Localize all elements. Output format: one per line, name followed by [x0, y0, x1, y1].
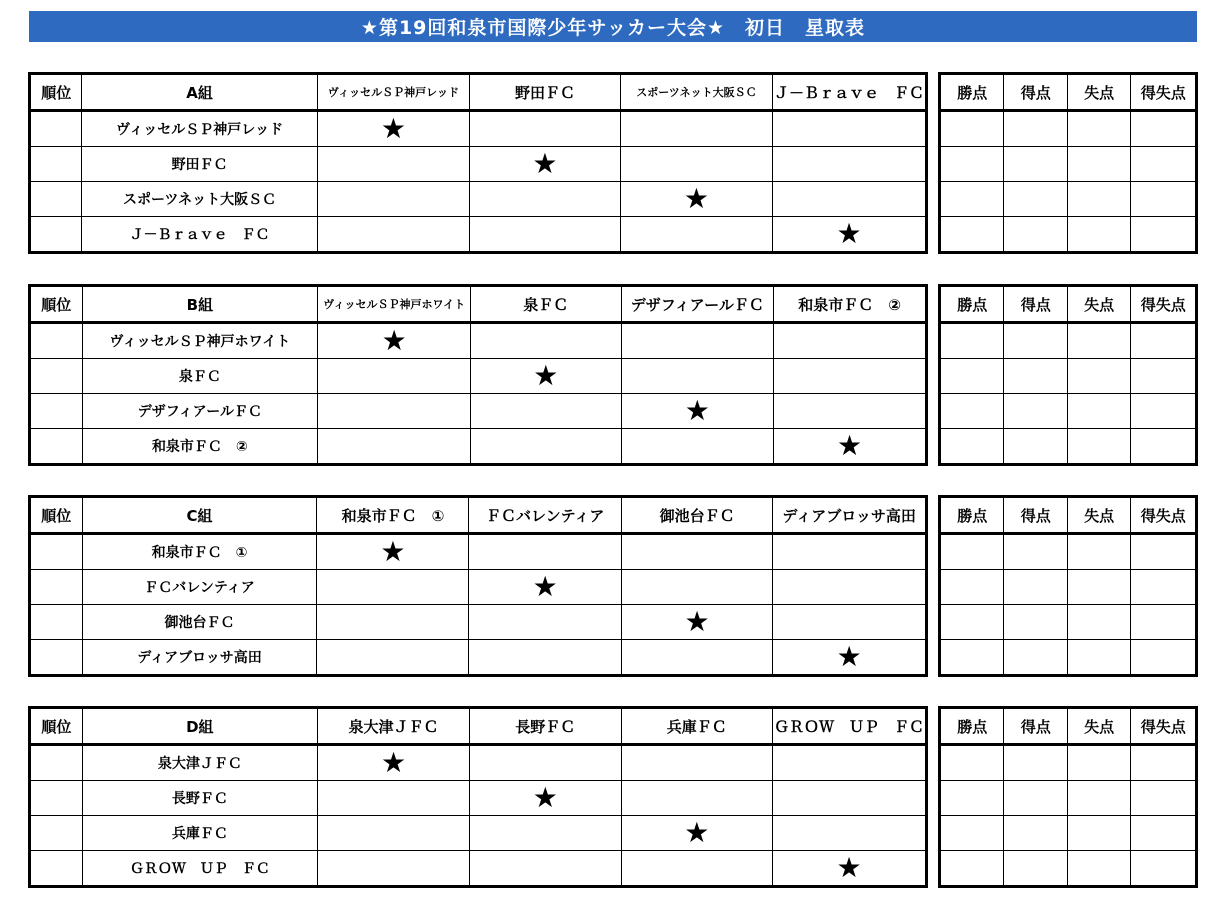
result-cell: [318, 851, 470, 887]
self-match-cell: [773, 217, 927, 253]
stat-cell: [1067, 605, 1130, 640]
group-name: D組: [82, 708, 317, 745]
self-match-cell: [470, 147, 621, 182]
rank-cell: [30, 570, 83, 605]
result-cell: [318, 429, 471, 465]
opponent-header: 泉ＦＣ: [471, 286, 622, 323]
star-icon: ★: [836, 429, 863, 462]
rank-cell: [30, 781, 83, 816]
opponent-header: 和泉市ＦＣ ①: [317, 497, 469, 534]
stat-cell: [1067, 323, 1130, 359]
star-icon: ★: [683, 182, 709, 215]
opponent-header: ヴィッセルＳＰ神戸ホワイト: [318, 286, 471, 323]
stat-cell: [1004, 359, 1067, 394]
points-row: [940, 851, 1197, 887]
team-row: [30, 394, 927, 429]
rank-header: 順位: [30, 497, 83, 534]
result-cell: [621, 570, 773, 605]
result-cell: [772, 745, 926, 781]
header-row: [30, 497, 927, 534]
self-match-cell: [773, 640, 927, 676]
team-name: 泉ＦＣ: [82, 359, 318, 394]
points-row: [940, 534, 1197, 570]
star-icon: ★: [684, 605, 710, 638]
star-icon: ★: [380, 112, 406, 145]
team-row: [30, 429, 927, 465]
team-row: [30, 605, 927, 640]
result-cell: [470, 816, 621, 851]
result-cell: [471, 429, 622, 465]
result-cell: [621, 323, 774, 359]
team-row: [30, 182, 927, 217]
points-row: [940, 182, 1197, 217]
result-cell: [317, 640, 469, 676]
team-name: スポーツネット大阪ＳＣ: [82, 182, 317, 217]
result-cell: [773, 605, 927, 640]
header-row: [30, 286, 927, 323]
opponent-header: 和泉市ＦＣ ②: [774, 286, 927, 323]
points-row: [940, 429, 1197, 465]
team-name: 和泉市ＦＣ ②: [82, 429, 318, 465]
result-cell: [621, 429, 774, 465]
rank-header: 順位: [30, 74, 82, 111]
stat-cell: [1067, 111, 1130, 147]
team-name: 長野ＦＣ: [82, 781, 317, 816]
stat-cell: [1131, 359, 1197, 394]
stat-cell: [1067, 640, 1130, 676]
stat-cell: [1131, 816, 1197, 851]
star-icon: ★: [532, 781, 558, 814]
team-name: 泉大津ＪＦＣ: [82, 745, 317, 781]
team-name: ＧＲＯＷ ＵＰ ＦＣ: [82, 851, 317, 887]
team-row: [30, 217, 927, 253]
stat-cell: [1067, 147, 1130, 182]
self-match-cell: [621, 605, 773, 640]
stat-cell: [940, 640, 1004, 676]
group-c-table: [28, 495, 1198, 677]
result-cell: [317, 147, 469, 182]
result-cell: [772, 816, 926, 851]
stat-cell: [1067, 851, 1130, 887]
stat-cell: [940, 851, 1004, 887]
stat-cell: [1131, 534, 1197, 570]
result-cell: [773, 182, 927, 217]
stat-cell: [1067, 217, 1130, 253]
rank-cell: [30, 605, 83, 640]
stat-cell: [1131, 640, 1197, 676]
stat-cell: [940, 429, 1004, 465]
points-row: [940, 816, 1197, 851]
team-row: [30, 147, 927, 182]
points-grid: [938, 706, 1198, 888]
group-b-table: [28, 284, 1198, 466]
self-match-cell: [471, 359, 622, 394]
rank-cell: [30, 640, 83, 676]
stat-cell: [1131, 394, 1197, 429]
star-icon: ★: [381, 324, 407, 357]
rank-cell: [30, 359, 83, 394]
rank-header: 順位: [30, 286, 83, 323]
result-cell: [772, 781, 926, 816]
standings-grid: [28, 72, 928, 254]
header-row: [940, 74, 1197, 111]
result-cell: [318, 394, 471, 429]
wins-header: 勝点: [940, 286, 1004, 323]
rank-cell: [30, 217, 82, 253]
result-cell: [470, 851, 621, 887]
stat-cell: [940, 147, 1004, 182]
standings-grid: [28, 284, 928, 466]
result-cell: [774, 394, 927, 429]
result-cell: [470, 182, 621, 217]
header-row: [940, 708, 1197, 745]
team-name: 野田ＦＣ: [82, 147, 317, 182]
team-row: [30, 781, 927, 816]
rank-cell: [30, 394, 83, 429]
points-row: [940, 745, 1197, 781]
points-row: [940, 323, 1197, 359]
goals-against-header: 失点: [1067, 74, 1130, 111]
stat-cell: [1131, 781, 1197, 816]
goal-diff-header: 得失点: [1131, 497, 1197, 534]
result-cell: [773, 111, 927, 147]
self-match-cell: [317, 534, 469, 570]
goal-diff-header: 得失点: [1131, 708, 1197, 745]
result-cell: [774, 359, 927, 394]
team-row: [30, 359, 927, 394]
stat-cell: [1131, 147, 1197, 182]
opponent-header: ＧＲＯＷ ＵＰ ＦＣ: [772, 708, 926, 745]
team-name: ディアブロッサ高田: [82, 640, 317, 676]
team-row: [30, 323, 927, 359]
points-grid: [938, 284, 1198, 466]
stat-cell: [1004, 217, 1067, 253]
stat-cell: [1004, 781, 1067, 816]
stat-cell: [940, 781, 1004, 816]
self-match-cell: [772, 851, 926, 887]
stat-cell: [1067, 781, 1130, 816]
result-cell: [317, 570, 469, 605]
star-icon: ★: [533, 359, 559, 392]
goals-for-header: 得点: [1004, 286, 1067, 323]
rank-cell: [30, 111, 82, 147]
stat-cell: [1004, 394, 1067, 429]
points-grid: [938, 72, 1198, 254]
self-match-cell: [621, 394, 774, 429]
stat-cell: [1067, 182, 1130, 217]
stat-cell: [940, 111, 1004, 147]
goals-against-header: 失点: [1067, 708, 1130, 745]
standings-grid: [28, 495, 928, 677]
goals-against-header: 失点: [1067, 286, 1130, 323]
result-cell: [469, 605, 621, 640]
result-cell: [773, 570, 927, 605]
result-cell: [318, 816, 470, 851]
wins-header: 勝点: [940, 497, 1004, 534]
stat-cell: [1004, 640, 1067, 676]
stat-cell: [1131, 182, 1197, 217]
group-name: B組: [82, 286, 318, 323]
stat-cell: [940, 816, 1004, 851]
goal-diff-header: 得失点: [1131, 74, 1197, 111]
result-cell: [317, 182, 469, 217]
wins-header: 勝点: [940, 708, 1004, 745]
stat-cell: [940, 182, 1004, 217]
team-row: [30, 640, 927, 676]
team-row: [30, 570, 927, 605]
star-icon: ★: [836, 217, 862, 250]
goals-against-header: 失点: [1067, 497, 1130, 534]
header-row: [30, 74, 927, 111]
stat-cell: [940, 534, 1004, 570]
page-title: ★第19回和泉市国際少年サッカー大会★ 初日 星取表: [29, 11, 1197, 42]
team-row: [30, 851, 927, 887]
team-row: [30, 745, 927, 781]
team-name: 和泉市ＦＣ ①: [82, 534, 317, 570]
opponent-header: ヴィッセルＳＰ神戸レッド: [317, 74, 469, 111]
team-name: Ｊ－Ｂｒａｖｅ ＦＣ: [82, 217, 317, 253]
opponent-header: 兵庫ＦＣ: [621, 708, 772, 745]
stat-cell: [940, 570, 1004, 605]
self-match-cell: [470, 781, 621, 816]
opponent-header: ディアブロッサ高田: [773, 497, 927, 534]
wins-header: 勝点: [940, 74, 1004, 111]
result-cell: [773, 147, 927, 182]
stat-cell: [1131, 605, 1197, 640]
points-grid: [938, 495, 1198, 677]
self-match-cell: [620, 182, 772, 217]
stat-cell: [1004, 111, 1067, 147]
rank-cell: [30, 534, 83, 570]
stat-cell: [1004, 182, 1067, 217]
stat-cell: [1004, 534, 1067, 570]
star-icon: ★: [684, 394, 710, 427]
self-match-cell: [774, 429, 927, 465]
stat-cell: [1067, 570, 1130, 605]
stat-cell: [1131, 851, 1197, 887]
self-match-cell: [318, 323, 471, 359]
stat-cell: [1067, 394, 1130, 429]
star-icon: ★: [836, 851, 862, 884]
goals-for-header: 得点: [1004, 497, 1067, 534]
stat-cell: [1131, 217, 1197, 253]
stat-cell: [1131, 570, 1197, 605]
goals-for-header: 得点: [1004, 708, 1067, 745]
opponent-header: 御池台ＦＣ: [621, 497, 773, 534]
header-row: [940, 286, 1197, 323]
team-name: 御池台ＦＣ: [82, 605, 317, 640]
result-cell: [774, 323, 927, 359]
standings-grid: [28, 706, 928, 888]
star-icon: ★: [684, 816, 710, 849]
result-cell: [470, 745, 621, 781]
stat-cell: [940, 605, 1004, 640]
stat-cell: [1131, 745, 1197, 781]
points-row: [940, 781, 1197, 816]
result-cell: [469, 534, 621, 570]
stat-cell: [1067, 429, 1130, 465]
stat-cell: [1131, 323, 1197, 359]
star-icon: ★: [532, 570, 558, 603]
points-row: [940, 394, 1197, 429]
stat-cell: [1067, 745, 1130, 781]
team-name: ヴィッセルＳＰ神戸レッド: [82, 111, 317, 147]
self-match-cell: [469, 570, 621, 605]
group-d-table: [28, 706, 1198, 888]
star-icon: ★: [380, 535, 406, 568]
star-icon: ★: [836, 640, 862, 673]
result-cell: [621, 851, 772, 887]
rank-cell: [30, 429, 83, 465]
result-cell: [318, 359, 471, 394]
stat-cell: [940, 394, 1004, 429]
opponent-header: 泉大津ＪＦＣ: [318, 708, 470, 745]
stat-cell: [940, 745, 1004, 781]
stat-cell: [1131, 429, 1197, 465]
opponent-header: Ｊ－Ｂｒａｖｅ ＦＣ: [773, 74, 927, 111]
group-name: C組: [82, 497, 317, 534]
goal-diff-header: 得失点: [1131, 286, 1197, 323]
opponent-header: 長野ＦＣ: [470, 708, 621, 745]
result-cell: [620, 111, 772, 147]
rank-cell: [30, 745, 83, 781]
stat-cell: [1004, 147, 1067, 182]
self-match-cell: [317, 111, 469, 147]
rank-header: 順位: [30, 708, 83, 745]
result-cell: [620, 147, 772, 182]
stat-cell: [940, 359, 1004, 394]
team-row: [30, 816, 927, 851]
result-cell: [621, 745, 772, 781]
stat-cell: [1004, 570, 1067, 605]
points-row: [940, 570, 1197, 605]
group-name: A組: [82, 74, 317, 111]
stat-cell: [1067, 816, 1130, 851]
result-cell: [621, 781, 772, 816]
points-row: [940, 640, 1197, 676]
result-cell: [318, 781, 470, 816]
team-name: ＦＣバレンティア: [82, 570, 317, 605]
result-cell: [620, 217, 772, 253]
result-cell: [317, 605, 469, 640]
rank-cell: [30, 816, 83, 851]
points-row: [940, 359, 1197, 394]
team-name: デザフィアールＦＣ: [82, 394, 318, 429]
rank-cell: [30, 147, 82, 182]
rank-cell: [30, 323, 83, 359]
group-a-table: [28, 72, 1198, 254]
stat-cell: [1004, 745, 1067, 781]
team-row: [30, 111, 927, 147]
team-row: [30, 534, 927, 570]
points-row: [940, 605, 1197, 640]
stat-cell: [1067, 359, 1130, 394]
opponent-header: デザフィアールＦＣ: [621, 286, 774, 323]
result-cell: [469, 640, 621, 676]
result-cell: [621, 359, 774, 394]
result-cell: [621, 534, 773, 570]
team-name: 兵庫ＦＣ: [82, 816, 317, 851]
stat-cell: [1131, 111, 1197, 147]
header-row: [940, 497, 1197, 534]
stat-cell: [1004, 851, 1067, 887]
stat-cell: [1004, 816, 1067, 851]
stat-cell: [1004, 323, 1067, 359]
opponent-header: ＦＣバレンティア: [469, 497, 621, 534]
star-icon: ★: [380, 746, 407, 779]
header-row: [30, 708, 927, 745]
self-match-cell: [621, 816, 772, 851]
stat-cell: [1004, 605, 1067, 640]
self-match-cell: [318, 745, 470, 781]
result-cell: [470, 217, 621, 253]
result-cell: [470, 111, 621, 147]
points-row: [940, 111, 1197, 147]
goals-for-header: 得点: [1004, 74, 1067, 111]
points-row: [940, 217, 1197, 253]
points-row: [940, 147, 1197, 182]
opponent-header: スポーツネット大阪ＳＣ: [620, 74, 772, 111]
stat-cell: [940, 217, 1004, 253]
result-cell: [621, 640, 773, 676]
stat-cell: [1067, 534, 1130, 570]
stat-cell: [940, 323, 1004, 359]
star-icon: ★: [532, 147, 558, 180]
opponent-header: 野田ＦＣ: [470, 74, 621, 111]
result-cell: [773, 534, 927, 570]
result-cell: [471, 394, 622, 429]
team-name: ヴィッセルＳＰ神戸ホワイト: [82, 323, 318, 359]
stat-cell: [1004, 429, 1067, 465]
result-cell: [471, 323, 622, 359]
rank-cell: [30, 182, 82, 217]
result-cell: [317, 217, 469, 253]
rank-cell: [30, 851, 83, 887]
